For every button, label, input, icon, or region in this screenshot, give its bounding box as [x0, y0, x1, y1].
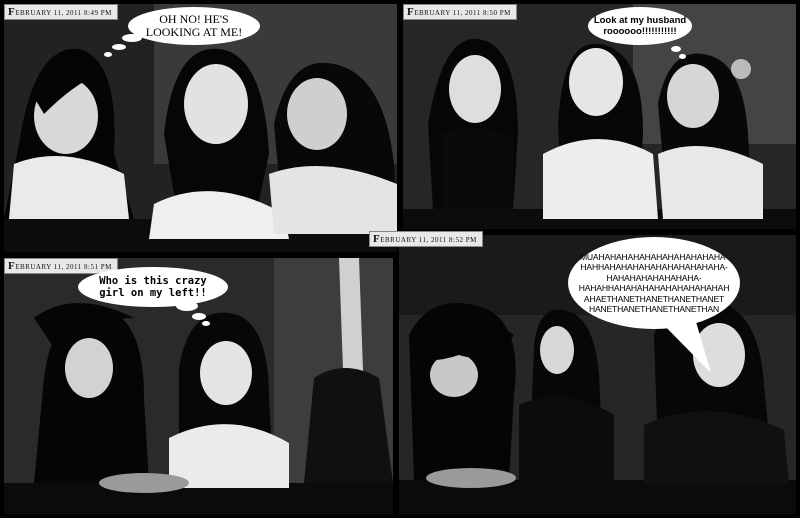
- bubble-line: HAHAHAHAHAHAHAHA-: [606, 272, 702, 283]
- bubble-line: HAHHAHAHAHAHAHAHAHAHAHAHA-: [580, 262, 728, 272]
- comic-panel-4: [373, 233, 796, 514]
- stamp-text: EBRUARY 11, 2011 8:52 PM: [380, 236, 477, 244]
- stamp-initial: F: [407, 6, 415, 18]
- thought-bubble: [78, 267, 228, 307]
- stamp-initial: F: [8, 6, 16, 18]
- comic-panel-2: [403, 4, 796, 229]
- comic-panel-3: [4, 258, 393, 514]
- thought-dot: [112, 44, 126, 50]
- timestamp-stamp: [4, 4, 118, 20]
- bubble-line: OH NO! HE'S: [159, 12, 229, 26]
- stamp-initial: F: [8, 260, 16, 272]
- thought-dot: [671, 46, 681, 52]
- stamp-text: EBRUARY 11, 2011 8:50 PM: [414, 9, 511, 17]
- thought-dot: [202, 321, 210, 326]
- thought-dot: [192, 313, 206, 320]
- bubble-line: girl on my left!!: [99, 287, 207, 299]
- bubble-line: LOOKING AT ME!: [145, 25, 243, 39]
- thought-dot: [176, 301, 198, 311]
- bubble-line: roooooo!!!!!!!!!!!: [603, 26, 677, 37]
- bubble-line: Who is this crazy: [99, 275, 207, 287]
- thought-bubble: [128, 7, 260, 45]
- bubble-line: Look at my husband: [593, 15, 687, 26]
- speech-bubble-tail: [649, 315, 719, 375]
- bubble-line: HANETHANETHANETHANETHAN: [588, 304, 720, 314]
- comic-panel-1: [4, 4, 397, 252]
- bubble-line: HAHAHHAHAHAHAHAHAHAHAHAHAH: [578, 283, 730, 293]
- stamp-text: EBRUARY 11, 2011 8:51 PM: [15, 263, 112, 271]
- thought-dot: [104, 52, 112, 57]
- stamp-initial: F: [373, 233, 381, 245]
- bubble-line: AHAETHANETHANETHANETHANET: [583, 293, 725, 304]
- thought-dot: [122, 34, 142, 42]
- timestamp-stamp: [403, 4, 517, 20]
- thought-dot: [679, 54, 686, 59]
- bubble-line: MUAHAHAHAHAHAHAHAHAHAHAHA-: [579, 251, 729, 262]
- stamp-text: EBRUARY 11, 2011 8:49 PM: [15, 9, 112, 17]
- thought-bubble: [588, 7, 692, 45]
- timestamp-stamp: [369, 231, 483, 247]
